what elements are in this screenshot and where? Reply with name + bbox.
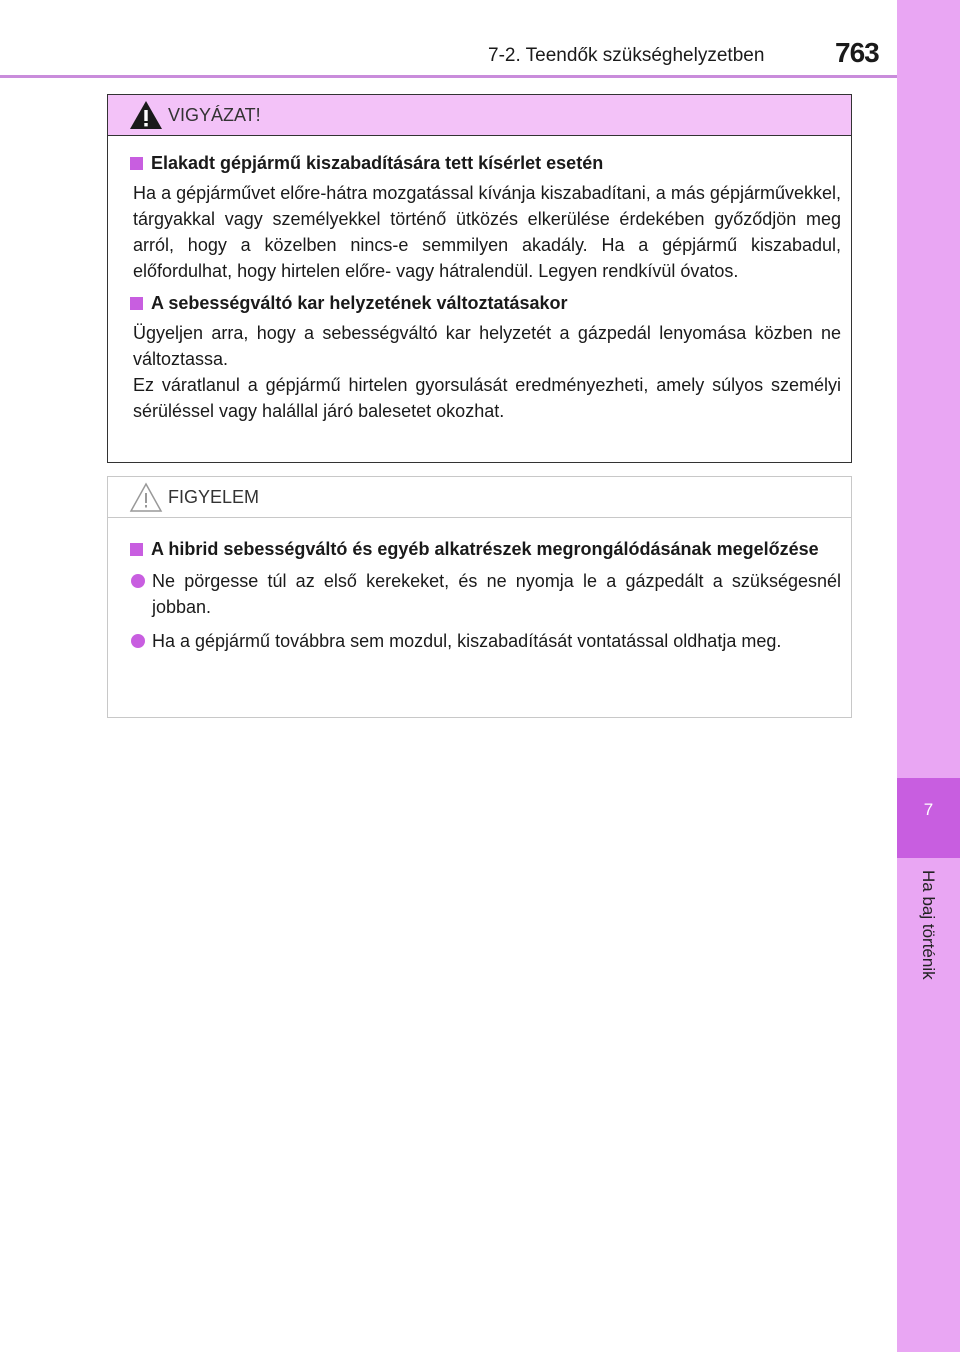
square-bullet-icon	[130, 543, 143, 556]
chapter-number: 7	[923, 800, 934, 819]
round-bullet-icon	[131, 634, 145, 648]
list-item: Ne pörgesse túl az első kerekeket, és ne nyomja le a gázpedált a szükségesnél jobban.	[130, 568, 841, 620]
caution-body	[108, 518, 851, 654]
warning-box	[107, 94, 852, 463]
chapter-side-tab	[897, 0, 960, 1352]
round-bullet-icon	[131, 574, 145, 588]
caution-title: FIGYELEM	[168, 487, 260, 507]
caution-header	[108, 477, 851, 518]
warning-section-title: Elakadt gépjármű kiszabadítására tett kísérlet esetén	[130, 150, 841, 176]
list-item: Ha a gépjármű továbbra sem mozdul, kiszabadítását vontatással oldhatja meg.	[130, 628, 841, 654]
caution-triangle-icon	[128, 481, 164, 513]
chapter-title: Ha baj történik	[919, 870, 938, 980]
page-number: 763	[835, 37, 879, 68]
caution-box	[107, 476, 852, 718]
warning-paragraph: Ügyeljen arra, hogy a sebességváltó kar helyzetét a gázpedál lenyomása közben ne változtassa.	[133, 323, 841, 369]
warning-body	[108, 136, 851, 424]
square-bullet-icon	[130, 157, 143, 170]
warning-paragraph: Ha a gépjárművet előre-hátra mozgatással kívánja kiszabadítani, a más gépjárművekkel, tárgyakkal vagy személyekkel történő ütközés elkerülése érdekében győződjön meg arról, hogy a közelben nincs-e semmilyen akadály. Ha a gépjármű kiszabadul, előfordulhat, hogy hirtelen előre- vagy hátralendül. Legyen rendkívül óvatos.	[133, 183, 841, 281]
square-bullet-icon	[130, 297, 143, 310]
warning-paragraph: Ez váratlanul a gépjármű hirtelen gyorsulását eredményezheti, amely súlyos személyi sérüléssel vagy halállal járó balesetet okozhat.	[133, 375, 841, 421]
warning-section-title: A sebességváltó kar helyzetének változtatásakor	[130, 290, 841, 316]
warning-header	[108, 95, 851, 136]
header-divider	[0, 75, 897, 78]
warning-triangle-icon	[128, 99, 164, 131]
section-heading: 7-2. Teendők szükséghelyzetben	[488, 45, 765, 66]
caution-section-title: A hibrid sebességváltó és egyéb alkatrészek megrongálódásának megelőzése	[130, 536, 841, 562]
warning-title: VIGYÁZAT!	[168, 105, 261, 125]
